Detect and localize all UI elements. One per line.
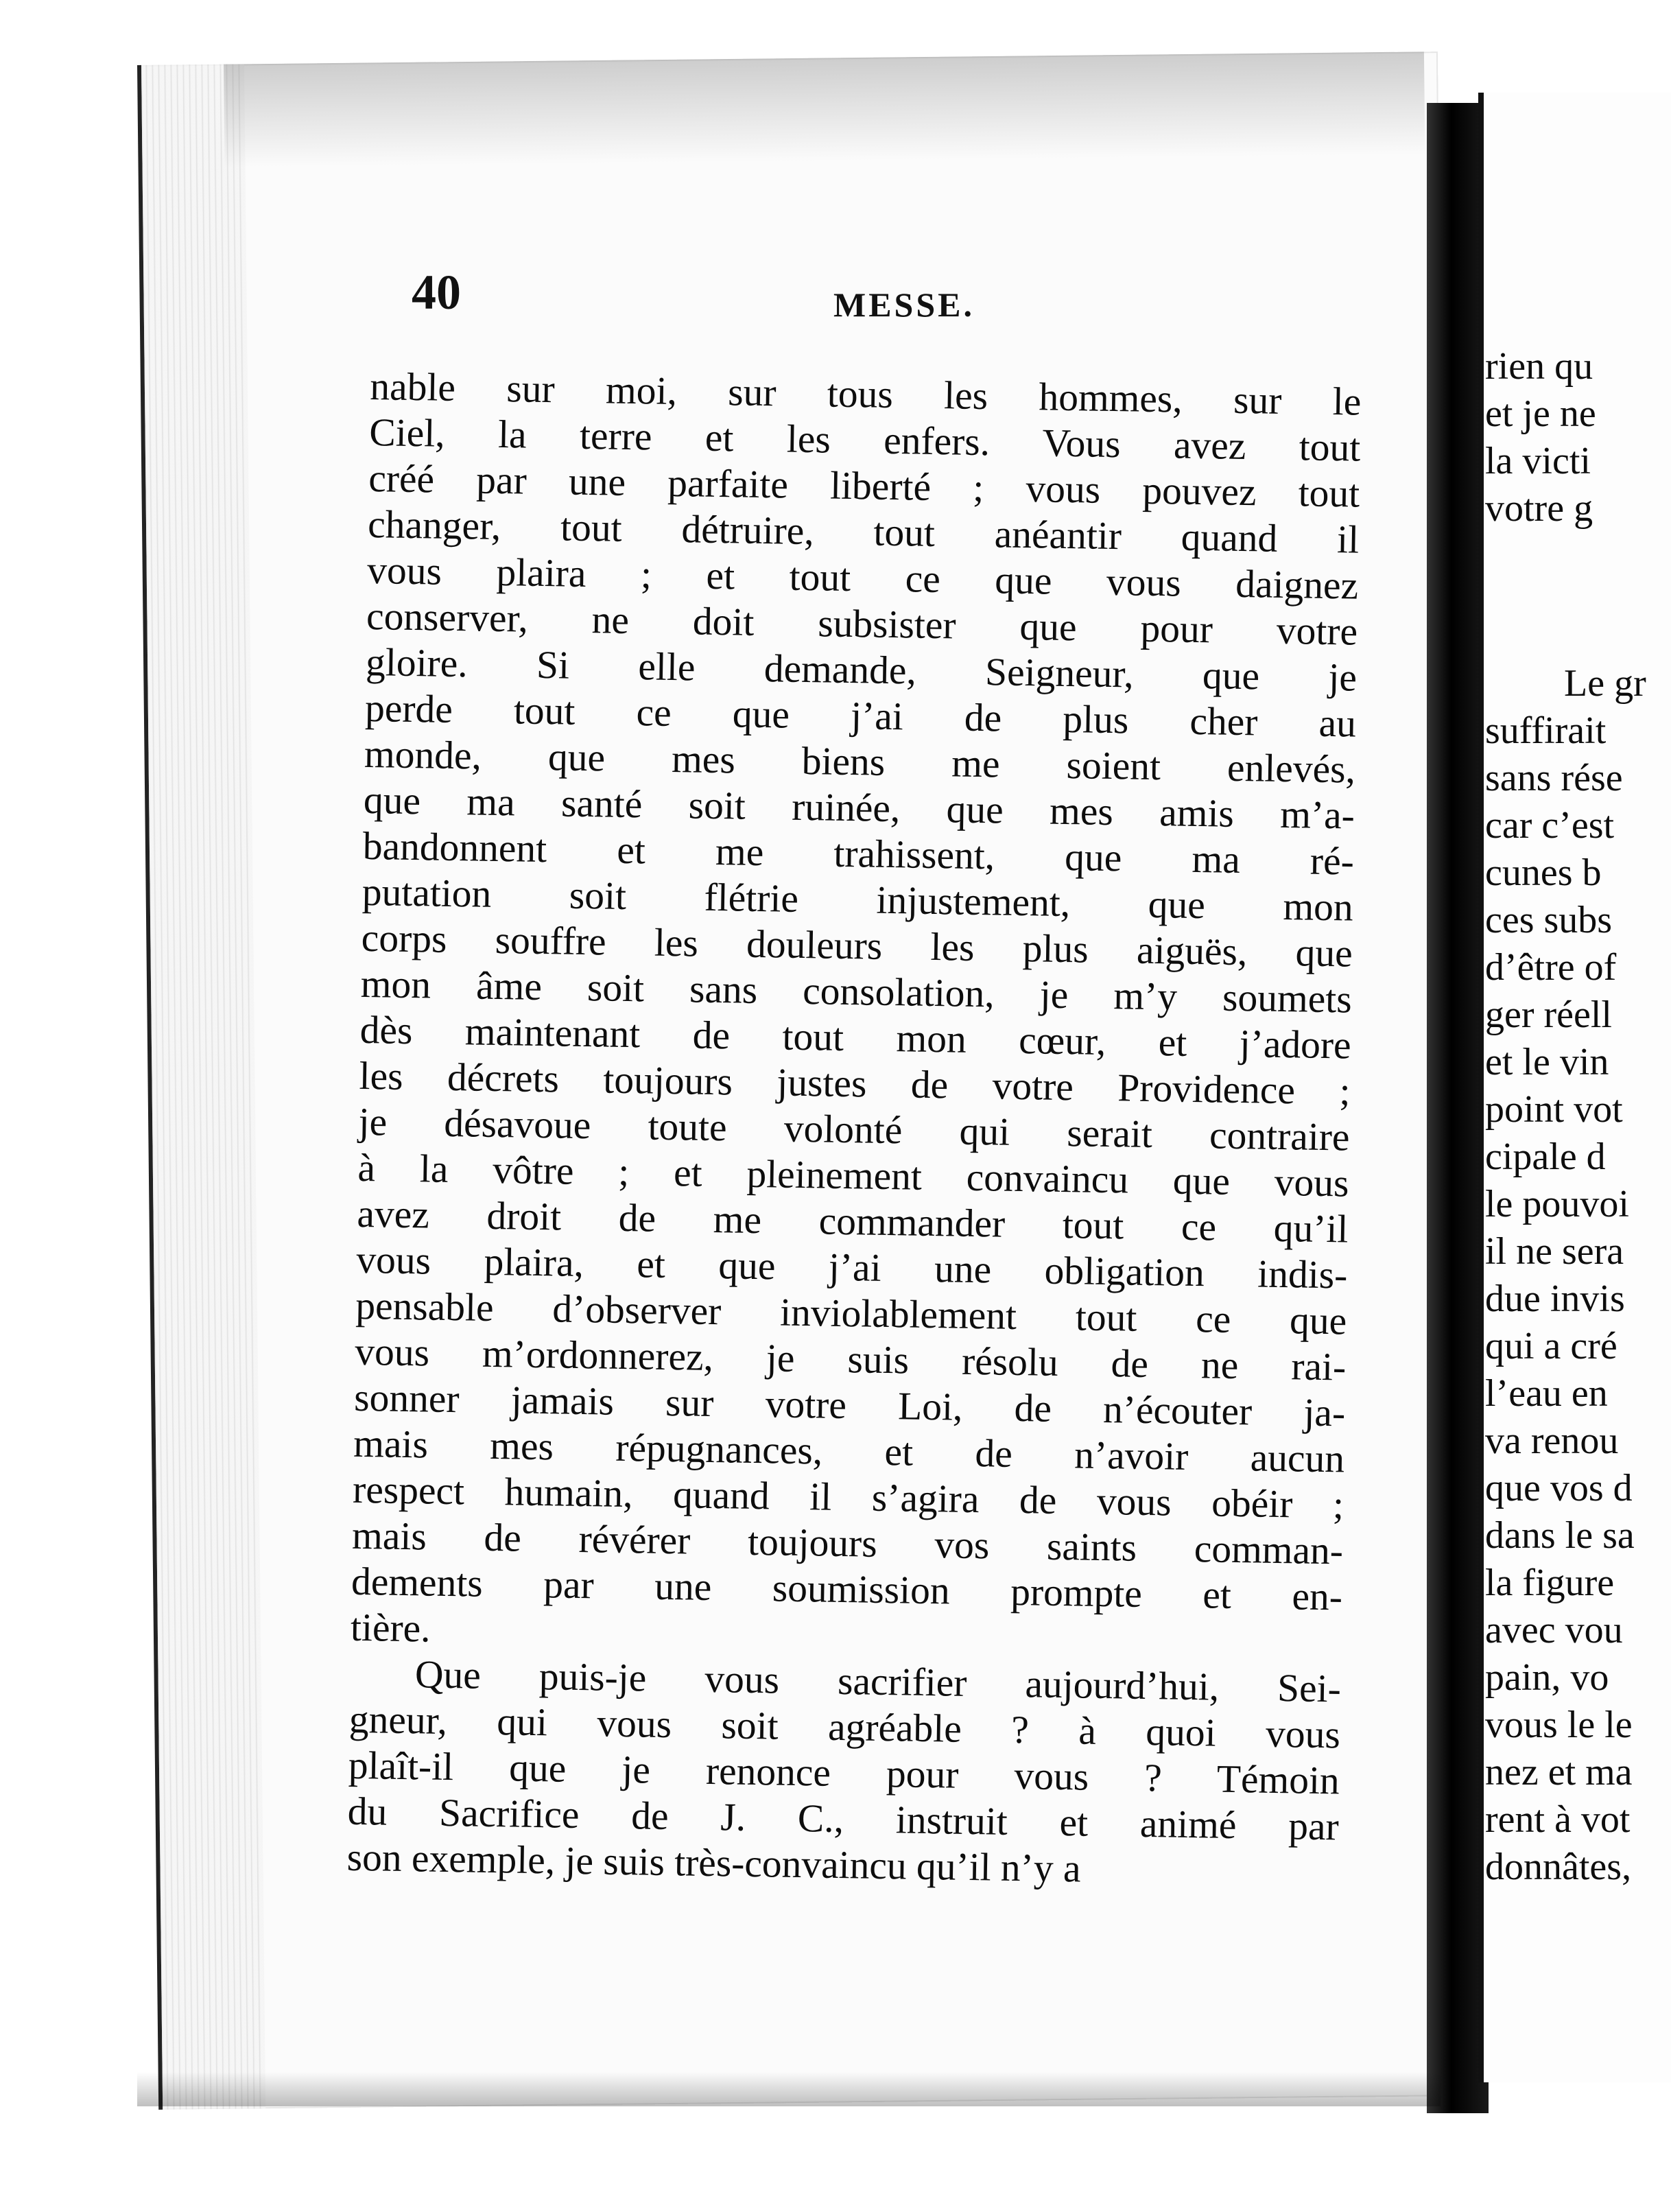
text-line: rent à vot [1485,1798,1631,1841]
text-line: vous le le [1485,1704,1633,1746]
text-line: corps souffre les douleurs les plus aiguës, que [361,916,1353,976]
text-line: sonner jamais sur votre Loi, de n’écouter ja- [353,1376,1346,1435]
text-line: point vot [1485,1088,1623,1131]
page-edge [141,64,265,2109]
text-line: la victi [1485,440,1591,482]
text-line: mon âme soit sans consolation, je m’y soumets [360,962,1353,1022]
text-line: d’être of [1485,946,1617,989]
text-line: gloire. Si elle demande, Seigneur, que je [365,640,1358,700]
text-line: nable sur moi, sur tous les hommes, sur le [369,364,1362,424]
text-line: bandonnent et me trahissent, que ma ré- [362,824,1355,884]
text-line: Que puis-je vous sacrifier aujourd’hui, Sei- [414,1653,1342,1711]
text-line: monde, que mes biens me soient enlevés, [364,732,1356,792]
paragraph-gap [1485,532,1671,660]
text-line: votre g [1485,487,1593,530]
text-line: respect humain, quand il s’agira de vous obéir ; [352,1468,1344,1527]
text-line: changer, tout détruire, tout anéantir quand il [367,502,1360,562]
right-page-body-text [1485,343,1671,1891]
text-line: due invis [1485,1278,1625,1320]
text-line: tière. [350,1605,431,1651]
text-line: gneur, qui vous soit agréable ? à quoi vous [348,1697,1341,1757]
top-smudge [224,51,1425,167]
text-line: va renou [1485,1420,1619,1462]
text-line: dements par une soumission prompte et en- [351,1560,1343,1619]
text-line: qui a cré [1485,1325,1617,1367]
text-line: pensable d’observer inviolablement tout ce que [355,1284,1347,1343]
text-line: sans rése [1485,757,1623,799]
text-line: du Sacrifice de J. C., instruit et animé par [347,1789,1340,1849]
text-line: Le gr [1564,662,1646,705]
text-line: conserver, ne doit subsister que pour votre [366,594,1358,654]
text-line: les décrets toujours justes de votre Providence ; [359,1054,1351,1114]
text-line: il ne sera [1485,1230,1624,1273]
text-line: ces subs [1485,899,1613,941]
text-line: que vos d [1485,1467,1633,1509]
text-line: plaît-il que je renonce pour vous ? Témoin [348,1743,1340,1803]
text-line: dans le sa [1485,1514,1635,1557]
text-line: dès maintenant de tout mon cœur, et j’adore [359,1008,1352,1068]
text-line: putation soit flétrie injustement, que mon [362,870,1354,930]
text-line: nez et ma [1485,1751,1633,1793]
text-line: car c’est [1485,804,1615,847]
text-line: l’eau en [1485,1372,1608,1415]
text-line: le pouvoi [1485,1183,1629,1225]
text-line: suffirait [1485,709,1607,752]
text-line: avez droit de me commander tout ce qu’il [357,1192,1349,1251]
text-line: mais de révérer toujours vos saints comman- [351,1514,1344,1573]
text-line: cunes b [1485,851,1602,894]
text-line: et le vin [1485,1041,1609,1083]
page-number: 40 [412,265,461,320]
text-line: à la vôtre ; et pleinement convaincu que vous [357,1146,1349,1205]
text-line: la figure [1485,1562,1615,1604]
text-line: que ma santé soit ruinée, que mes amis m’a- [363,778,1355,838]
text-line: ger réell [1485,993,1612,1036]
text-line: vous plaira ; et tout ce que vous daignez [366,548,1359,608]
text-line: et je ne [1485,392,1596,435]
text-line: perde tout ce que j’ai de plus cher au [364,686,1357,746]
text-line: son exemple, je suis très-convaincu qu’il n’y a [346,1835,1082,1891]
running-head: MESSE. [833,285,975,324]
text-line: Ciel, la terre et les enfers. Vous avez tout [368,410,1361,470]
text-line: avec vou [1485,1609,1623,1651]
text-line: rien qu [1485,345,1593,388]
text-line: cipale d [1485,1136,1606,1178]
text-line: pain, vo [1485,1656,1609,1699]
left-page-body-text [346,364,1362,1896]
text-line: donnâtes, [1485,1846,1632,1888]
bottom-edge [137,2072,1441,2106]
text-line: je désavoue toute volonté qui serait contraire [358,1100,1350,1160]
text-line: vous m’ordonnerez, je suis résolu de ne rai- [354,1330,1347,1389]
text-line: créé par une parfaite liberté ; vous pouvez tout [368,456,1360,516]
text-line: vous plaira, et que j’ai une obligation indis- [355,1238,1348,1297]
text-line: mais mes répugnances, et de n’avoir aucun [353,1422,1345,1481]
